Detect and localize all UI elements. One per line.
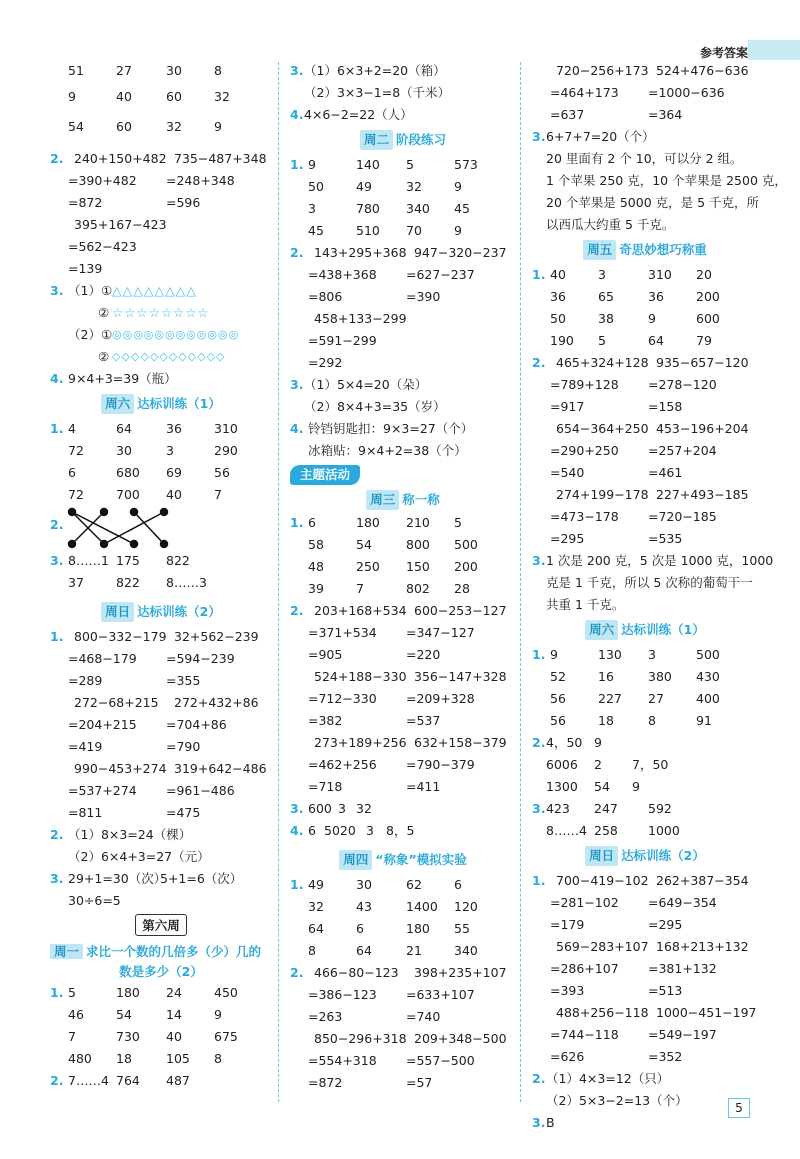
answer-row: 720−256+173 524+476−636 — [556, 63, 749, 78]
answer-row: （2）5×3−2=13（个） — [546, 1093, 688, 1108]
answer-row: 4. 4×6−2=22（人） — [290, 107, 413, 122]
answer-row: 3. B — [532, 1115, 555, 1130]
section-heading: 周二 阶段练习 — [290, 126, 516, 154]
answer-row: =281−102 =649−354 — [550, 895, 717, 910]
answer-row: 50 38 9 600 — [550, 311, 720, 326]
answer-row: 3. （1）① △△△△△△△△ — [50, 280, 272, 302]
answer-row: 2. （1）8×3=24（棵） — [50, 827, 192, 842]
answer-row: =292 — [308, 355, 343, 370]
section-heading: 周三 称一称 — [290, 488, 516, 512]
answer-row: =290+250 =257+204 — [550, 443, 717, 458]
answer-row: =371+534 =347−127 — [308, 625, 475, 640]
star-shapes: ☆☆☆☆☆☆☆☆ — [112, 305, 210, 320]
answer-row: 52 16 380 430 — [550, 669, 720, 684]
triangle-shapes: △△△△△△△△ — [112, 283, 197, 298]
answer-row: 32 43 1400 120 — [308, 899, 478, 914]
answer-row: 51 27 30 8 — [68, 63, 222, 78]
answer-row: =540 =461 — [550, 465, 683, 480]
answer-row: 2. 466−80−123 398+235+107 — [290, 965, 507, 980]
answer-row: =204+215 =704+86 — [68, 717, 227, 732]
answer-row: =390+482 =248+348 — [68, 173, 235, 188]
answer-row: 56 18 8 91 — [550, 713, 712, 728]
matching-lines-figure — [64, 506, 264, 550]
answer-row: ② ◇◇◇◇◇◇◇◇◇◇◇◇ — [50, 346, 272, 368]
answer-row: （2）6×4+3=27（元） — [68, 849, 210, 864]
answer-row: 2. 465+324+128 935−657−120 — [532, 355, 749, 370]
answer-row: =382 =537 — [308, 713, 441, 728]
answer-row: 1 个苹果 250 克，10 个苹果是 2500 克， — [546, 173, 787, 188]
answer-row: =554+318 =557−500 — [308, 1053, 475, 1068]
page-number: 5 — [728, 1098, 750, 1118]
answer-row: 20 个苹果是 5000 克，是 5 千克，所 — [546, 195, 760, 210]
answer-row: =626 =352 — [550, 1049, 683, 1064]
answer-row: =468−179 =594−239 — [68, 651, 235, 666]
answer-row: =464+173 =1000−636 — [550, 85, 725, 100]
answer-row: 6 680 69 56 — [68, 465, 230, 480]
answer-row: 1. 6 180 210 5 — [290, 515, 462, 530]
answer-row: =419 =790 — [68, 739, 201, 754]
answer-row: =905 =220 — [308, 647, 441, 662]
answer-row: =591−299 — [308, 333, 377, 348]
diamond-shapes: ◇◇◇◇◇◇◇◇◇◇◇◇ — [112, 350, 226, 363]
column-divider — [278, 62, 279, 1102]
answer-row: （2）① ◎◎◎◎◎◎◎◎◎◎◎◎ — [50, 324, 272, 346]
answer-row: 1. 40 3 310 20 — [532, 267, 712, 282]
answer-row: 冰箱贴：9×4+2=38（个） — [308, 443, 467, 458]
answer-row: 274+199−178 227+493−185 — [556, 487, 749, 502]
matching-diagram: 2. — [50, 506, 272, 550]
answer-row: 990−453+274 319+642−486 — [74, 761, 267, 776]
answer-row: 46 54 14 9 — [68, 1007, 222, 1022]
answer-row: 2. 203+168+534 600−253−127 — [290, 603, 507, 618]
answer-row: 3. 423 247 592 — [532, 801, 672, 816]
answer-row: 64 6 180 55 — [308, 921, 470, 936]
answer-row: 克是 1 千克，所以 5 次称的葡萄干一 — [546, 575, 753, 590]
answer-row: =386−123 =633+107 — [308, 987, 475, 1002]
section-heading: 周日 达标训练（2） — [50, 598, 272, 626]
answer-row: 6006 2 7，50 — [546, 757, 669, 772]
answer-row: （2）8×4+3=35（岁） — [304, 399, 446, 414]
section-heading: 周六 达标训练（1） — [532, 616, 758, 644]
section-heading: 周四 “称象”模拟实验 — [290, 846, 516, 874]
answer-row: =263 =740 — [308, 1009, 441, 1024]
answer-row: 3. 8……1 175 822 — [50, 553, 190, 568]
answer-row: 共重 1 千克。 — [546, 597, 625, 612]
answer-row: 2. 7……4 764 487 — [50, 1073, 190, 1088]
column-2 — [290, 60, 516, 1094]
answer-row: =872 =596 — [68, 195, 201, 210]
answer-row: （2）3×3−1=8（千米） — [304, 85, 451, 100]
section-heading: 周日 达标训练（2） — [532, 842, 758, 870]
answer-row: 488+256−118 1000−451−197 — [556, 1005, 757, 1020]
answer-row: 190 5 64 79 — [550, 333, 712, 348]
answer-row: 56 227 27 400 — [550, 691, 720, 706]
answer-row: =295 =535 — [550, 531, 683, 546]
answer-row: =872 =57 — [308, 1075, 433, 1090]
answer-row: 1. 49 30 62 6 — [290, 877, 462, 892]
answer-row: 30÷6=5 — [68, 893, 121, 908]
answer-row: 1. 800−332−179 32+562−239 — [50, 629, 259, 644]
answer-row: 8 64 21 340 — [308, 943, 478, 958]
header-bar — [748, 40, 800, 60]
column-divider — [520, 62, 521, 1102]
answer-row: 3. （1）5×4=20（朵） — [290, 377, 428, 392]
answer-row: =744−118 =549−197 — [550, 1027, 717, 1042]
answer-row: =789+128 =278−120 — [550, 377, 717, 392]
answer-row: 39 7 802 28 — [308, 581, 470, 596]
answer-row: =562−423 — [68, 239, 137, 254]
answer-row: =917 =158 — [550, 399, 683, 414]
answer-row: =393 =513 — [550, 983, 683, 998]
answer-row: =537+274 =961−486 — [68, 783, 235, 798]
answer-row: =811 =475 — [68, 805, 201, 820]
answer-row: 654−364+250 453−196+204 — [556, 421, 749, 436]
answer-row: 3. 1 次是 200 克，5 次是 1000 克，1000 — [532, 553, 774, 568]
section-heading: 周五 奇思妙想巧称重 — [532, 236, 758, 264]
answer-row: 3. 600 3 32 — [290, 801, 372, 816]
answer-row: 50 49 32 9 — [308, 179, 462, 194]
column-1 — [50, 60, 272, 1092]
answer-row: =637 =364 — [550, 107, 683, 122]
answer-row: 458+133−299 — [314, 311, 407, 326]
answer-row: 2. （1）4×3=12（只） — [532, 1071, 670, 1086]
answer-row: 45 510 70 9 — [308, 223, 462, 238]
answer-row: 1. 5 180 24 450 — [50, 985, 238, 1000]
answer-row: 1. 700−419−102 262+387−354 — [532, 873, 749, 888]
answer-row: 850−296+318 209+348−500 — [314, 1031, 507, 1046]
answer-row: =462+256 =790−379 — [308, 757, 475, 772]
answer-row: =289 =355 — [68, 673, 201, 688]
answer-row: 54 60 32 9 — [68, 119, 222, 134]
answer-row: 2. 240+150+482 735−487+348 — [50, 151, 267, 166]
answer-row: 3. 6+7+7=20（个） — [532, 129, 655, 144]
answer-row: 7 730 40 675 — [68, 1029, 238, 1044]
column-3 — [532, 60, 787, 1134]
week-heading: 第六周 — [50, 912, 272, 942]
answer-row: 4. 9×4+3=39（瓶） — [50, 371, 177, 386]
answer-row: =139 — [68, 261, 103, 276]
answer-row: 524+188−330 356−147+328 — [314, 669, 507, 684]
section-heading: 周六 达标训练（1） — [50, 390, 272, 418]
header-title: 参考答案 — [700, 46, 749, 60]
answer-row: ② ☆☆☆☆☆☆☆☆ — [50, 302, 272, 324]
answer-row: =806 =390 — [308, 289, 441, 304]
answer-row: 9 40 60 32 — [68, 89, 230, 104]
answer-row: 3. （1）6×3+2=20（箱） — [290, 63, 446, 78]
answer-row: 2. 4，50 9 — [532, 735, 602, 750]
answer-row: =179 =295 — [550, 917, 683, 932]
answer-row: 272−68+215 272+432+86 — [74, 695, 259, 710]
answer-row: =286+107 =381+132 — [550, 961, 717, 976]
answer-row: 3. 29+1=30（次） 5+1=6（次） — [50, 871, 243, 886]
answer-row: 4. 铃铛钥匙扣：9×3=27（个） — [290, 421, 474, 436]
answer-row: 以西瓜大约重 5 千克。 — [546, 217, 675, 232]
answer-row: 37 822 8……3 — [68, 575, 207, 590]
answer-row: 20 里面有 2 个 10，可以分 2 组。 — [546, 151, 743, 166]
answer-row: 58 54 800 500 — [308, 537, 478, 552]
answer-row: 48 250 150 200 — [308, 559, 478, 574]
answer-row: 8……4 258 1000 — [546, 823, 680, 838]
answer-row: =473−178 =720−185 — [550, 509, 717, 524]
answer-row: 36 65 36 200 — [550, 289, 720, 304]
theme-heading: 主题活动 — [290, 462, 516, 488]
answer-row: 1. 9 140 5 573 — [290, 157, 478, 172]
answer-row: 1. 9 130 3 500 — [532, 647, 720, 662]
circle-shapes: ◎◎◎◎◎◎◎◎◎◎◎◎ — [112, 328, 240, 341]
answer-row: 1. 4 64 36 310 — [50, 421, 238, 436]
answer-row: 72 700 40 7 — [68, 487, 222, 502]
answer-row: 1300 54 9 — [546, 779, 640, 794]
answer-row: 2. 143+295+368 947−320−237 — [290, 245, 507, 260]
answer-row: =712−330 =209+328 — [308, 691, 475, 706]
section-heading: 周一 求比一个数的几倍多（少）几的 数是多少（2） — [50, 942, 272, 982]
answer-row: 569−283+107 168+213+132 — [556, 939, 749, 954]
answer-row: 4. 6 5020 3 8，5 — [290, 823, 415, 838]
answer-row: =718 =411 — [308, 779, 441, 794]
answer-row: 3 780 340 45 — [308, 201, 470, 216]
answer-row: 480 18 105 8 — [68, 1051, 222, 1066]
answer-row: 273+189+256 632+158−379 — [314, 735, 507, 750]
answer-row: 72 30 3 290 — [68, 443, 238, 458]
answer-row: 395+167−423 — [74, 217, 167, 232]
answer-row: =438+368 =627−237 — [308, 267, 475, 282]
